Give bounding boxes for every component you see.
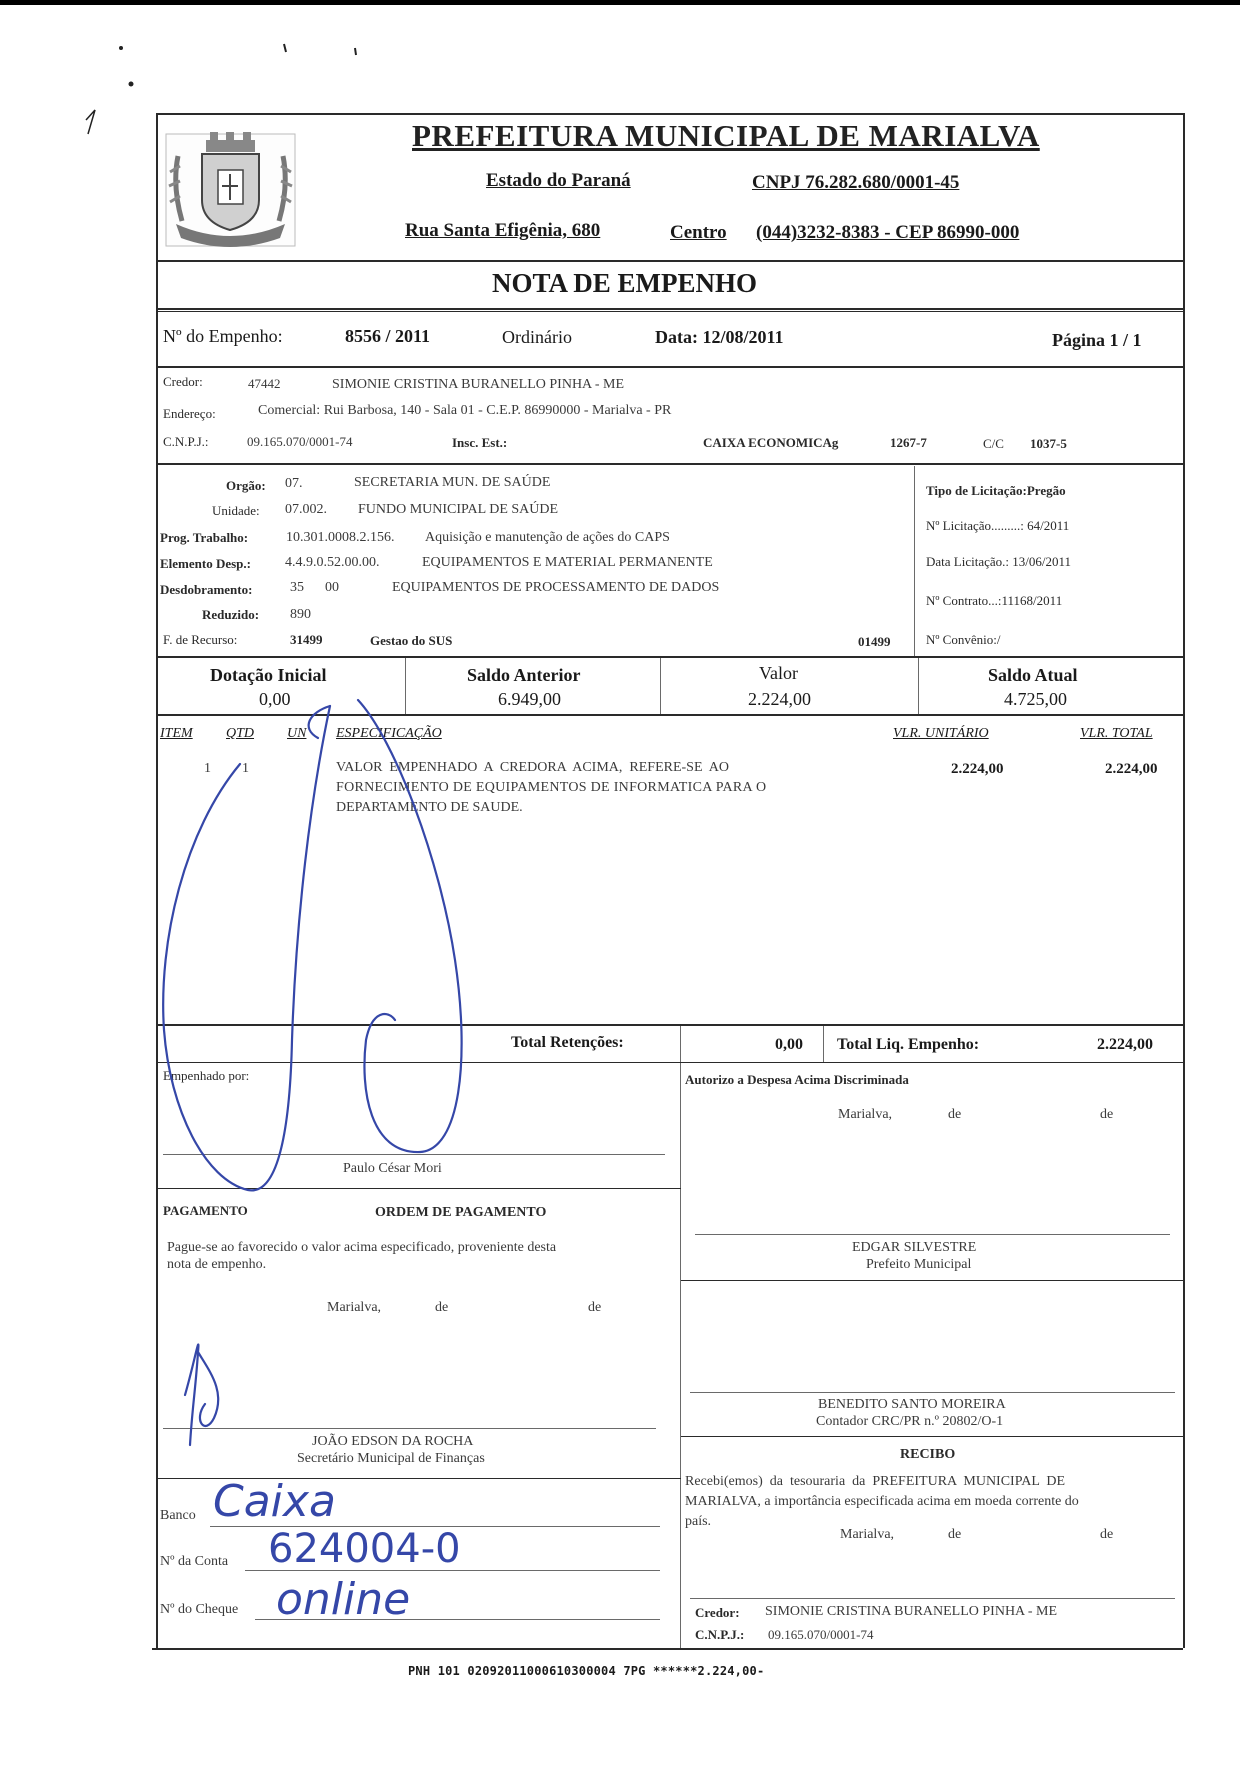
balance-label-saldo-atual: Saldo Atual (988, 665, 1078, 685)
item-spec-line-3: DEPARTAMENTO DE SAUDE. (336, 800, 523, 815)
recurso-label: F. de Recurso: (163, 632, 238, 647)
unidade-code: 07.002. (285, 502, 327, 517)
bank-autentication-code: PNH 101 02092011000610300004 7PG ******2.224,00- (408, 1664, 765, 1678)
recibo-title: RECIBO (900, 1447, 956, 1462)
elemento-name: EQUIPAMENTOS E MATERIAL PERMANENTE (422, 555, 713, 570)
scan-marks (0, 0, 1240, 140)
retencoes-value: 0,00 (775, 1036, 803, 1053)
contador-role: Contador CRC/PR n.º 20802/O-1 (816, 1414, 1004, 1429)
recibo-text-line-2: MARIALVA, a importância especificada acima em moeda corrente do (685, 1494, 1079, 1509)
cc-number: 1037-5 (1030, 436, 1067, 451)
prefeito-name: EDGAR SILVESTRE (852, 1240, 977, 1255)
recibo-text-line-3: país. (685, 1514, 712, 1529)
credor-address: Comercial: Rui Barbosa, 140 - Sala 01 - C.E.P. 86990000 - Marialva - PR (258, 403, 672, 418)
city-hall-cnpj: CNPJ 76.282.680/0001-45 (752, 172, 960, 193)
item-total-price: 2.224,00 (1105, 761, 1158, 777)
credor-name: SIMONIE CRISTINA BURANELLO PINHA - ME (332, 377, 625, 392)
orgao-label: Orgão: (226, 478, 266, 493)
prefeito-role: Prefeito Municipal (866, 1257, 972, 1272)
prog-trabalho-code: 10.301.0008.2.156. (286, 530, 395, 545)
item-spec-line-1: VALOR EMPENHADO A CREDORA ACIMA, REFERE-SE AO (336, 760, 729, 775)
retencoes-label: Total Retenções: (511, 1034, 624, 1051)
liquido-value: 2.224,00 (1097, 1036, 1153, 1053)
handwritten-cheque: online (276, 1574, 411, 1625)
balance-label-saldo-anterior: Saldo Anterior (467, 665, 581, 685)
ink-loop-center (358, 700, 462, 1152)
ink-loop-left (163, 706, 330, 1190)
page-number: Página 1 / 1 (1052, 330, 1142, 350)
desdobramento-code: 35 00 (290, 580, 339, 595)
cc-label: C/C (983, 436, 1004, 451)
pague-city: Marialva, (327, 1300, 382, 1315)
orgao-name: SECRETARIA MUN. DE SAÚDE (354, 475, 551, 490)
empenho-date: Data: 12/08/2011 (655, 327, 784, 347)
address-label: Endereço: (163, 406, 216, 421)
pague-text-line-2: nota de empenho. (167, 1257, 267, 1272)
licitacao-date: Data Licitação.: 13/06/2011 (926, 554, 1071, 569)
unidade-name: FUNDO MUNICIPAL DE SAÚDE (358, 502, 559, 517)
secretario-name: JOÃO EDSON DA ROCHA (312, 1434, 474, 1449)
autorizo-de-1: de (948, 1107, 962, 1122)
balance-value-dotacao: 0,00 (259, 689, 291, 709)
pague-de-1: de (435, 1300, 449, 1315)
recibo-cnpj-label: C.N.P.J.: (695, 1627, 745, 1642)
licitacao-type: Tipo de Licitação:Pregão (926, 483, 1066, 498)
col-header-item: ITEM (160, 726, 193, 741)
balance-value-saldo-atual: 4.725,00 (1004, 689, 1067, 709)
convenio-number: Nº Convênio:/ (926, 632, 1001, 647)
balance-label-valor: Valor (759, 663, 798, 683)
reduzido-label: Reduzido: (202, 607, 260, 622)
recibo-credor-label: Credor: (695, 1605, 740, 1620)
phone-cep: (044)3232-8383 - CEP 86990-000 (756, 222, 1020, 243)
col-header-un: UN (287, 726, 307, 741)
recurso-code: 31499 (290, 632, 323, 647)
item-unit-price: 2.224,00 (951, 761, 1004, 777)
pague-text-line-1: Pague-se ao favorecido o valor acima especificado, proveniente desta (167, 1240, 557, 1255)
balance-value-saldo-anterior: 6.949,00 (498, 689, 561, 709)
contract-number: Nº Contrato...:11168/2011 (926, 593, 1063, 608)
district: Centro (670, 222, 727, 243)
empenho-number-label: Nº do Empenho: (163, 326, 283, 346)
item-spec-line-2: FORNECIMENTO DE EQUIPAMENTOS DE INFORMATICA PARA O (336, 780, 767, 795)
balance-value-valor: 2.224,00 (748, 689, 811, 709)
street-address: Rua Santa Efigênia, 680 (405, 220, 601, 241)
recibo-credor-name: SIMONIE CRISTINA BURANELLO PINHA - ME (765, 1604, 1058, 1619)
col-header-qtd: QTD (226, 726, 255, 741)
desdobramento-name: EQUIPAMENTOS DE PROCESSAMENTO DE DADOS (392, 580, 720, 595)
document-title: NOTA DE EMPENHO (492, 268, 758, 298)
recurso-name: Gestao do SUS (370, 633, 453, 648)
handwritten-signature (185, 1344, 218, 1445)
licitacao-number: Nº Licitação.........: 64/2011 (926, 518, 1070, 533)
state-name: Estado do Paraná (486, 170, 631, 191)
credor-label: Credor: (163, 374, 203, 389)
col-header-spec: ESPECIFICAÇÃO (336, 726, 442, 741)
insc-est-label: Insc. Est.: (452, 435, 508, 450)
recibo-city: Marialva, (840, 1527, 895, 1542)
bank-agency: 1267-7 (890, 435, 927, 450)
empenhado-por-label: Empenhado por: (163, 1068, 250, 1083)
elemento-code: 4.4.9.0.52.00.00. (285, 555, 380, 570)
autorizo-label: Autorizo a Despesa Acima Discriminada (685, 1072, 909, 1087)
ordem-pagamento-label: ORDEM DE PAGAMENTO (375, 1205, 547, 1220)
recurso-code-2: 01499 (858, 634, 891, 649)
conta-label: Nº da Conta (160, 1554, 229, 1569)
credor-cnpj: 09.165.070/0001-74 (247, 434, 353, 449)
elemento-label: Elemento Desp.: (160, 556, 251, 571)
handwritten-bank-name: Caixa (213, 1476, 336, 1527)
item-number: 1 (204, 761, 211, 776)
col-header-unit: VLR. UNITÁRIO (893, 726, 989, 741)
autorizo-de-2: de (1100, 1107, 1114, 1122)
reduzido-value: 890 (290, 607, 311, 622)
handwritten-account-number: 624004-0 (268, 1526, 461, 1572)
credor-code: 47442 (248, 376, 281, 391)
liquido-label: Total Liq. Empenho: (837, 1036, 980, 1053)
empenhado-por-name: Paulo César Mori (343, 1161, 442, 1176)
item-qty: 1 (242, 761, 249, 776)
recibo-cnpj: 09.165.070/0001-74 (768, 1627, 874, 1642)
prog-trabalho-label: Prog. Trabalho: (160, 530, 249, 545)
bank-name: CAIXA ECONOMICAg (703, 435, 839, 450)
prog-trabalho-name: Aquisição e manutenção de ações do CAPS (425, 530, 670, 545)
cheque-label: Nº do Cheque (160, 1602, 239, 1617)
desdobramento-label: Desdobramento: (160, 582, 253, 597)
col-header-total: VLR. TOTAL (1080, 726, 1153, 741)
orgao-code: 07. (285, 476, 303, 491)
secretario-role: Secretário Municipal de Finanças (297, 1451, 485, 1466)
empenho-number: 8556 / 2011 (345, 326, 431, 346)
banco-label: Banco (160, 1508, 196, 1523)
unidade-label: Unidade: (212, 503, 260, 518)
recibo-de-2: de (1100, 1527, 1114, 1542)
recibo-de-1: de (948, 1527, 962, 1542)
contador-name: BENEDITO SANTO MOREIRA (818, 1397, 1006, 1412)
recibo-text-line-1: Recebi(emos) da tesouraria da PREFEITURA MUNICIPAL DE (685, 1474, 1066, 1489)
empenho-type: Ordinário (502, 327, 572, 347)
pagamento-label: PAGAMENTO (163, 1203, 248, 1218)
autorizo-city: Marialva, (838, 1107, 893, 1122)
pague-de-2: de (588, 1300, 602, 1315)
balance-label-dotacao: Dotação Inicial (210, 665, 327, 685)
city-hall-title: PREFEITURA MUNICIPAL DE MARIALVA (412, 118, 1040, 153)
cnpj-label: C.N.P.J.: (163, 434, 209, 449)
